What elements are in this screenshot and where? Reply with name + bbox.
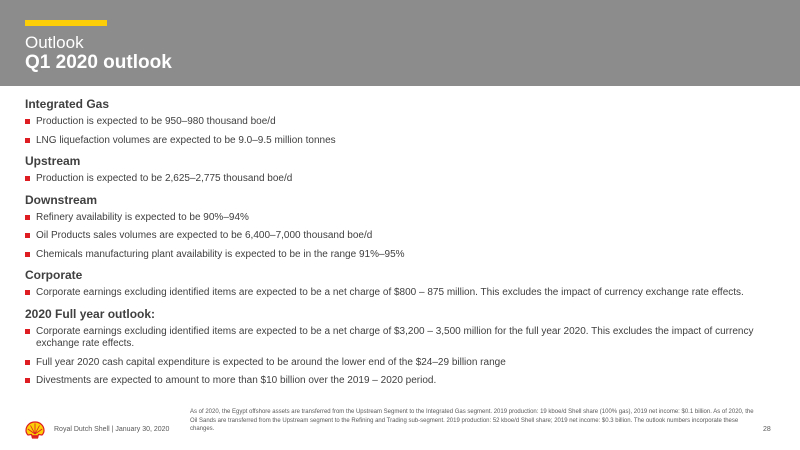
section-integrated-gas — [25, 97, 785, 147]
footer-company-date: Royal Dutch Shell | January 30, 2020 — [54, 426, 170, 433]
bullet-item: Production is expected to be 950–980 thousand boe/d — [25, 116, 785, 129]
section-full-year-outlook — [25, 307, 785, 388]
section-corporate — [25, 268, 785, 300]
bullet-item: Refinery availability is expected to be 90%–94% — [25, 212, 785, 225]
accent-bar — [25, 20, 107, 26]
page-subtitle: Outlook — [25, 33, 84, 52]
section-title: 2020 Full year outlook: — [25, 306, 156, 321]
bullet-item: LNG liquefaction volumes are expected to be 9.0–9.5 million tonnes — [25, 135, 785, 148]
bullet-item: Corporate earnings excluding identified items are expected to be a net charge of $800 – 875 million. This excludes the impact of currency exchange rate effects. — [25, 287, 785, 300]
section-title: Downstream — [25, 192, 98, 207]
bullet-item: Full year 2020 cash capital expenditure is expected to be around the lower end of the $24–29 billion range — [25, 357, 785, 370]
section-title: Integrated Gas — [25, 97, 110, 111]
footnote: As of 2020, the Egypt offshore assets are transferred from the Upstream Segment to the Integrated Gas segment. 2019 production: 19 kboe/d Shell share (100% gas), 2019 net income: $0.1 billion. As of 2020, the Oil Sands are transferred from the Upstream segment to the Refining and Trading sub-segment. 2019 production: 52 kboe/d Shell share; 2019 net income: $0.3 billion. The outlook numbers incorporate these changes. — [190, 409, 754, 432]
bullet-item: Divestments are expected to amount to more than $10 billion over the 2019 – 2020 period. — [25, 375, 785, 388]
section-title: Corporate — [25, 268, 83, 282]
bullet-item: Oil Products sales volumes are expected to be 6,400–7,000 thousand boe/d — [25, 230, 785, 243]
page-title: Q1 2020 outlook — [25, 52, 172, 73]
section-upstream — [25, 154, 785, 186]
bullet-item: Chemicals manufacturing plant availability is expected to be in the range 91%–95% — [25, 249, 785, 262]
section-downstream — [25, 193, 785, 262]
section-title: Upstream — [25, 154, 81, 168]
shell-logo-icon — [25, 421, 45, 439]
header-banner — [0, 0, 800, 86]
bullet-item: Corporate earnings excluding identified items are expected to be a net charge of $3,200 – 3,500 million for the full year 2020. This excludes the impact of currency exchange rate effects. — [25, 326, 785, 351]
outlook-content — [25, 97, 785, 394]
page-number: 28 — [763, 426, 771, 433]
bullet-item: Production is expected to be 2,625–2,775 thousand boe/d — [25, 173, 785, 186]
